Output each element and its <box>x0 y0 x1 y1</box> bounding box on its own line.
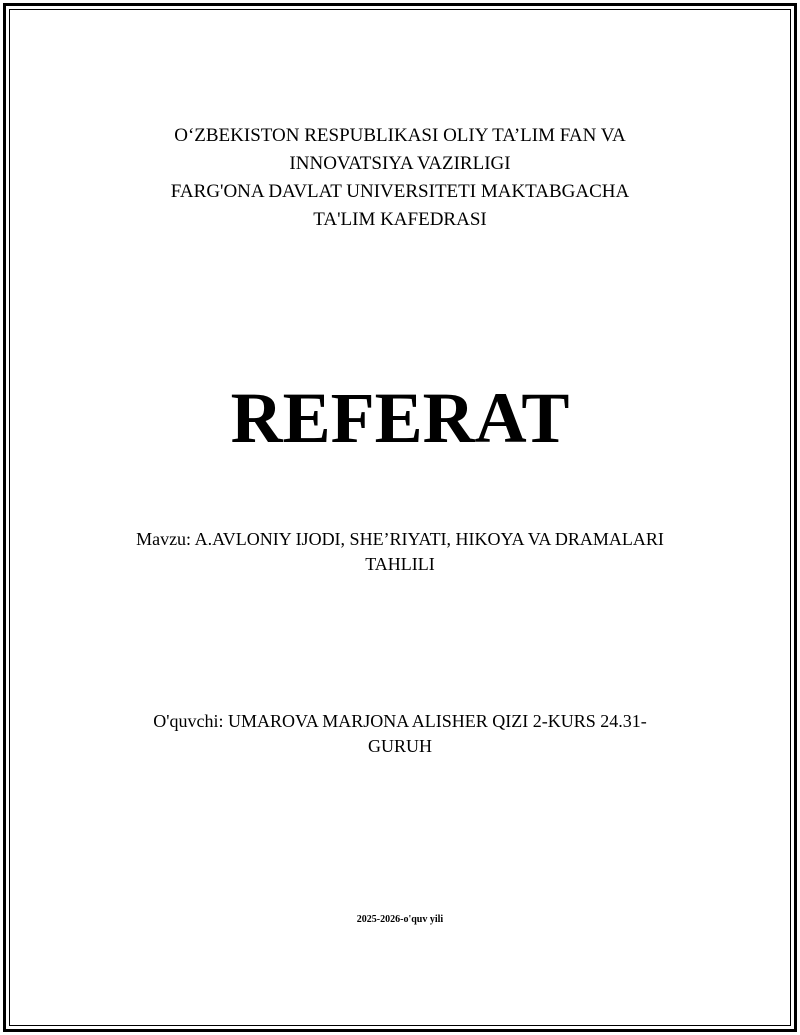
header-line: FARG'ONA DAVLAT UNIVERSITETI MAKTABGACHA <box>170 181 630 202</box>
topic-line: TAHLILI <box>365 554 435 574</box>
document-title: REFERAT <box>230 378 570 458</box>
student-line: GURUH <box>367 736 432 756</box>
topic-line: Mavzu: A.AVLONIY IJODI, SHE’RIYATI, HIKOYA VA DRAMALARI <box>136 529 664 549</box>
header-line: O‘ZBEKISTON RESPUBLIKASI OLIY TA’LIM FAN VA <box>174 125 626 146</box>
header-line: INNOVATSIYA VAZIRLIGI <box>289 153 511 174</box>
header-line: TA'LIM KAFEDRASI <box>313 209 487 230</box>
student-block <box>0 709 800 759</box>
topic-block <box>0 527 800 577</box>
institution-header <box>0 122 800 234</box>
student-line: O'quvchi: UMAROVA MARJONA ALISHER QIZI 2-KURS 24.31- <box>153 711 647 731</box>
academic-year: 2025-2026-o'quv yili <box>356 914 444 925</box>
